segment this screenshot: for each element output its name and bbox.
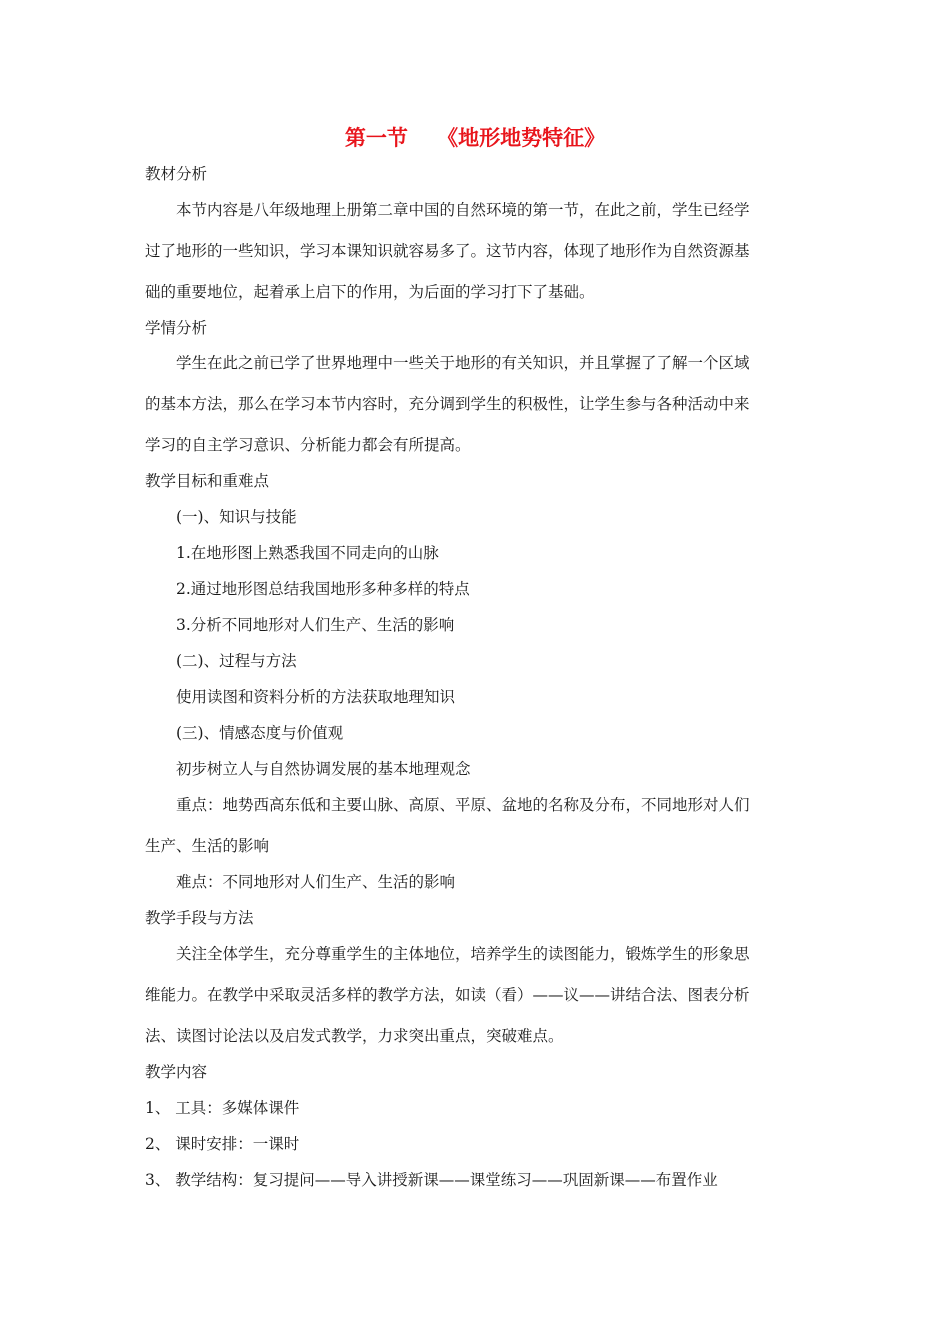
list-item: 使用读图和资料分析的方法获取地理知识 (176, 688, 456, 706)
paragraph-line: 的基本方法，那么在学习本节内容时，充分调到学生的积极性，让学生参与各种活动中来 (145, 395, 750, 413)
paragraph-line: 关注全体学生，充分尊重学生的主体地位，培养学生的读图能力，锻炼学生的形象思 (176, 945, 750, 963)
paragraph-line: 法、读图讨论法以及启发式教学，力求突出重点，突破难点。 (145, 1027, 564, 1045)
difficult-points-line: 难点：不同地形对人们生产、生活的影响 (176, 873, 456, 891)
section-heading-textbook-analysis: 教材分析 (145, 165, 208, 183)
list-item: 2.通过地形图总结我国地形多种多样的特点 (176, 580, 470, 598)
page-title: 第一节 《地形地势特征》 (344, 126, 606, 150)
paragraph-line: 本节内容是八年级地理上册第二章中国的自然环境的第一节，在此之前，学生已经学 (176, 201, 750, 219)
list-item: 1.在地形图上熟悉我国不同走向的山脉 (176, 544, 439, 562)
list-item: (一)、知识与技能 (176, 508, 297, 526)
list-item: 3、 教学结构：复习提问——导入讲授新课——课堂练习——巩固新课——布置作业 (145, 1171, 718, 1189)
paragraph-line: 维能力。在教学中采取灵活多样的教学方法，如读（看）——议——讲结合法、图表分析 (145, 986, 750, 1004)
section-heading-objectives: 教学目标和重难点 (145, 472, 270, 490)
paragraph-line: 学习的自主学习意识、分析能力都会有所提高。 (145, 436, 471, 454)
paragraph-line: 过了地形的一些知识，学习本课知识就容易多了。这节内容，体现了地形作为自然资源基 (145, 242, 750, 260)
paragraph-line: 础的重要地位，起着承上启下的作用，为后面的学习打下了基础。 (145, 283, 595, 301)
list-item: (二)、过程与方法 (176, 652, 297, 670)
section-heading-methods: 教学手段与方法 (145, 909, 254, 927)
key-points-line: 生产、生活的影响 (145, 837, 270, 855)
section-heading-student-analysis: 学情分析 (145, 319, 208, 337)
paragraph-line: 学生在此之前已学了世界地理中一些关于地形的有关知识，并且掌握了了解一个区域 (176, 354, 750, 372)
key-points-line: 重点：地势西高东低和主要山脉、高原、平原、盆地的名称及分布，不同地形对人们 (176, 796, 750, 814)
list-item: (三)、情感态度与价值观 (176, 724, 344, 742)
list-item: 3.分析不同地形对人们生产、生活的影响 (176, 616, 455, 634)
section-heading-content: 教学内容 (145, 1063, 208, 1081)
list-item: 1、 工具：多媒体课件 (145, 1099, 300, 1117)
list-item: 2、 课时安排：一课时 (145, 1135, 300, 1153)
list-item: 初步树立人与自然协调发展的基本地理观念 (176, 760, 471, 778)
